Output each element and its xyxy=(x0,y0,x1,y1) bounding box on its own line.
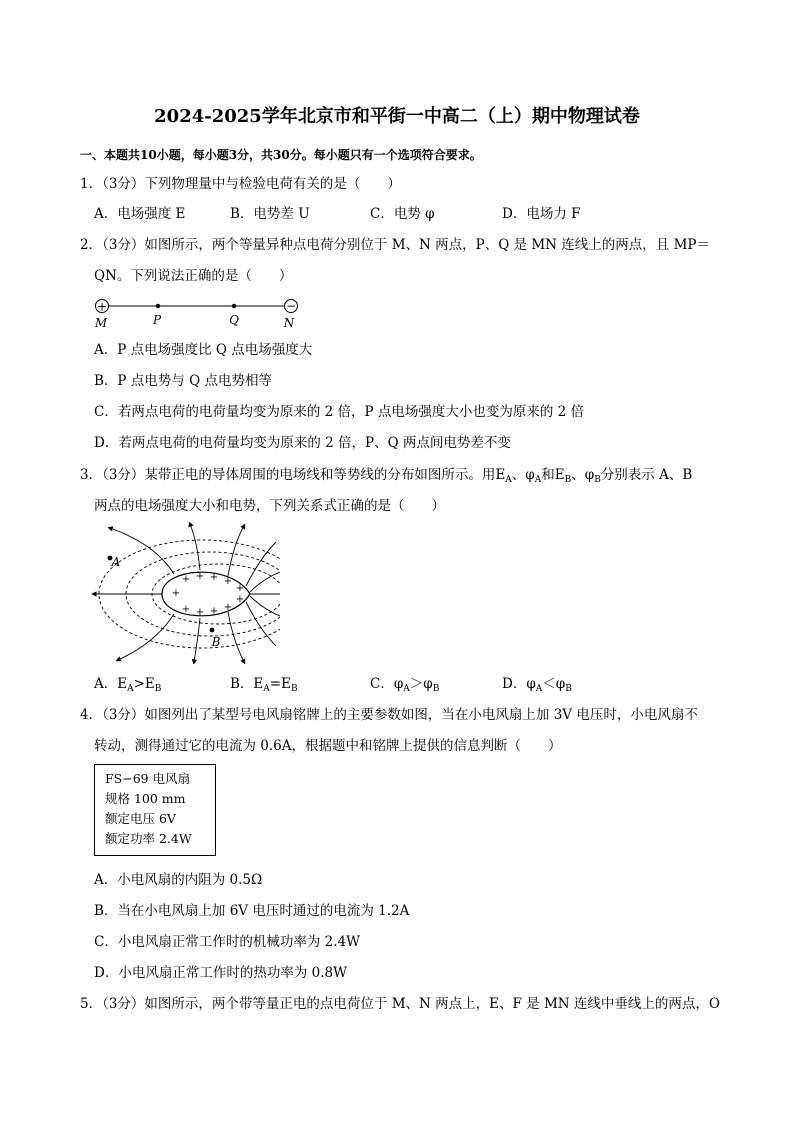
q3-stem-line1: 3．（3分）某带正电的导体周围的电场线和等势线的分布如图所示。用$E_A$、$\varphi_A$和$E_B$、$\varphi_B$分别表示 A、B xyxy=(80,467,693,485)
q1-option-d: D．电场力 F xyxy=(502,206,581,222)
svg-text:+: + xyxy=(171,588,181,599)
q2-option-a: A．P 点电场强度比 Q 点电场强度大 xyxy=(94,342,313,358)
label-q: Q xyxy=(229,313,239,327)
q4-option-a: A．小电风扇的内阻为 0.5Ω xyxy=(94,872,263,888)
q3-stem-post: 分别表示 A、B xyxy=(600,467,693,483)
q2-option-d: D．若两点电荷的电荷量均变为原来的 2 倍，P、Q 两点间电势差不变 xyxy=(94,435,511,451)
positive-charge-sign: + xyxy=(96,299,108,314)
q5-stem-line1: 5．（3分）如图所示，两个带等量正电的点电荷位于 M、N 两点上，E、F 是 MN 连线中垂线上的两点，O xyxy=(80,996,720,1012)
point-b-dot xyxy=(210,628,215,633)
q3-ea: $E_A$ xyxy=(495,467,512,485)
point-p-dot xyxy=(156,304,160,308)
label-n: N xyxy=(283,316,295,330)
q3-phib: $\varphi_B$ xyxy=(584,467,601,485)
q3-phia: $\varphi_A$ xyxy=(525,467,542,485)
q1-stem: 1．（3分）下列物理量中与检验电荷有关的是（ ） xyxy=(80,176,401,192)
q3-option-a: A．$E_A>E_B$ xyxy=(94,676,162,694)
q4-option-d: D．小电风扇正常工作时的热功率为 0.8W xyxy=(94,965,347,981)
svg-text:+: + xyxy=(235,583,245,594)
q2-stem-line1: 2．（3分）如图所示，两个等量异种点电荷分别位于 M、N 两点，P、Q 是 MN 连线上的两点，且 MP＝ xyxy=(80,237,711,253)
q1-option-a: A．电场强度 E xyxy=(94,206,186,222)
label-p: P xyxy=(152,313,162,327)
q3-figure xyxy=(90,522,280,664)
svg-text:+: + xyxy=(209,572,219,583)
section-heading: 一、本题共10小题，每小题3分，共30分。每小题只有一个选项符合要求。 xyxy=(80,148,482,162)
q2-option-c: C．若两点电荷的电荷量均变为原来的 2 倍，P 点电场强度大小也变为原来的 2 倍 xyxy=(94,404,585,420)
svg-text:+: + xyxy=(209,606,219,617)
nameplate-rated-voltage: 额定电压 6V xyxy=(105,811,176,826)
label-m: M xyxy=(94,316,108,330)
svg-text:+: + xyxy=(223,602,233,613)
svg-text:+: + xyxy=(181,574,191,585)
nameplate-spec: 规格 100 mm xyxy=(105,791,186,806)
fan-nameplate xyxy=(94,764,216,856)
negative-charge-sign: − xyxy=(285,299,297,313)
label-b: B xyxy=(211,635,221,649)
label-a: A xyxy=(111,555,121,569)
q1-option-b: B．电势差 U xyxy=(230,206,310,222)
svg-text:+: + xyxy=(181,604,191,615)
nameplate-model: FS−69 电风扇 xyxy=(105,771,191,786)
q4-stem-line1: 4．（3分）如图列出了某型号电风扇铭牌上的主要参数如图，当在小电风扇上加 3V 电压时，小电风扇不 xyxy=(80,707,698,723)
q4-option-b: B．当在小电风扇上加 6V 电压时通过的电流为 1.2A xyxy=(94,903,410,919)
page-title: 2024-2025学年北京市和平街一中高二（上）期中物理试卷 xyxy=(154,106,640,127)
q3-stem-pre: 3．（3分）某带正电的导体周围的电场线和等势线的分布如图所示。用 xyxy=(80,467,496,483)
q3-stem-line2: 两点的电场强度大小和电势，下列关系式正确的是（ ） xyxy=(94,498,445,514)
q3-eb: $E_B$ xyxy=(554,467,572,485)
q3-option-d: D．$\varphi_A<\varphi_B$ xyxy=(502,676,572,694)
q2-figure xyxy=(88,294,308,334)
svg-text:+: + xyxy=(195,571,205,582)
q2-stem-line2: QN。下列说法正确的是（ ） xyxy=(94,268,293,284)
point-q-dot xyxy=(232,304,236,308)
q2-option-b: B．P 点电势与 Q 点电势相等 xyxy=(94,373,272,389)
q1-option-c: C．电势 φ xyxy=(370,206,435,222)
q4-option-c: C．小电风扇正常工作时的机械功率为 2.4W xyxy=(94,934,360,950)
q4-stem-line2: 转动，测得通过它的电流为 0.6A，根据题中和铭牌上提供的信息判断（ ） xyxy=(94,738,562,754)
svg-text:+: + xyxy=(223,576,233,587)
nameplate-rated-power: 额定功率 2.4W xyxy=(105,831,192,846)
svg-text:+: + xyxy=(195,607,205,618)
svg-text:+: + xyxy=(235,594,245,605)
q3-option-c: C．$\varphi_A>\varphi_B$ xyxy=(370,676,440,694)
q3-option-b: B．$E_A=E_B$ xyxy=(230,676,298,694)
